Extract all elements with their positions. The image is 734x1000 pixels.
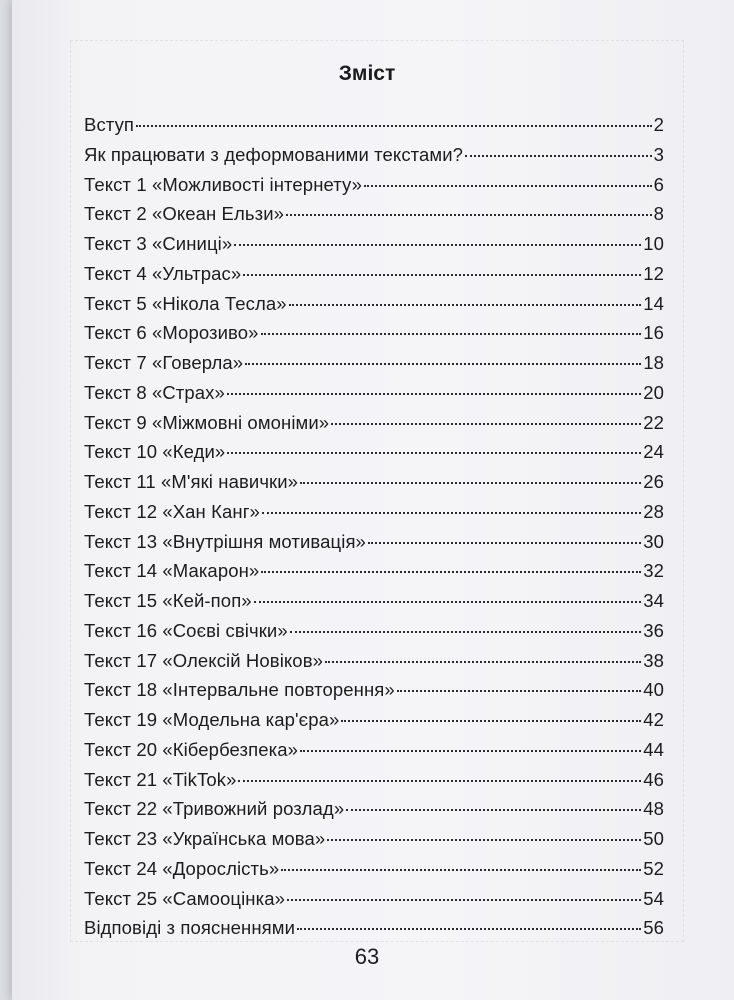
toc-entry-page: 52 [643, 857, 664, 879]
toc-entry-page: 38 [643, 649, 664, 671]
dot-leader [297, 928, 641, 930]
dot-leader [289, 304, 642, 306]
dot-leader [262, 512, 641, 514]
dot-leader [327, 839, 641, 841]
dot-leader [261, 571, 641, 573]
toc-entry-label: Текст 12 «Хан Канг» [84, 500, 260, 522]
toc-entry [84, 769, 664, 795]
toc-entry [84, 203, 664, 229]
toc-entry-label: Текст 8 «Страх» [84, 381, 225, 403]
toc-entry-label: Текст 17 «Олексій Новіков» [84, 649, 324, 671]
toc-entry-label: Відповіді з поясненнями [84, 917, 296, 939]
toc-entry-page: 12 [643, 262, 664, 284]
dot-leader [227, 452, 641, 454]
toc-entry-page: 8 [653, 203, 664, 225]
toc-entry-label: Текст 23 «Українська мова» [84, 828, 326, 849]
toc-entry [84, 263, 664, 289]
toc-entry-label: Текст 4 «Ультрас» [84, 262, 242, 284]
toc-entry [84, 441, 664, 467]
toc-entry-label: Вступ [84, 114, 135, 135]
toc-entry [84, 709, 664, 735]
toc-entry-label: Текст 16 «Соєві свічки» [84, 619, 288, 641]
dot-leader [261, 333, 642, 335]
toc-entry [84, 650, 664, 676]
dot-leader [243, 274, 641, 276]
toc-entry [84, 174, 664, 200]
toc-entry-page: 56 [643, 917, 664, 939]
dot-leader [245, 363, 641, 365]
toc-entry-page: 46 [643, 768, 664, 790]
dot-leader [331, 423, 641, 425]
toc-entry-label: Текст 13 «Внутрішня мотивація» [84, 530, 366, 552]
toc-entry-page: 44 [643, 738, 664, 760]
dot-leader [136, 125, 652, 127]
dot-leader [368, 542, 641, 544]
toc-entry-label: Текст 19 «Модельна кар'єра» [84, 709, 340, 730]
toc-entry [84, 679, 664, 705]
toc-entry-label: Текст 22 «Тривожний розлад» [84, 798, 345, 820]
toc-entry-label: Текст 11 «М'які навички» [84, 471, 299, 492]
toc-entry [84, 233, 664, 259]
dot-leader [300, 750, 641, 752]
toc-entry [84, 471, 664, 497]
toc-entry-page: 2 [653, 114, 664, 135]
toc-entry-page: 14 [643, 292, 664, 314]
toc-entry [84, 412, 664, 438]
toc-entry [84, 739, 664, 765]
toc-entry-page: 30 [643, 530, 664, 552]
toc-entry-page: 28 [643, 500, 664, 522]
toc-entry-label: Текст 2 «Океан Ельзи» [84, 203, 285, 225]
toc-entry [84, 293, 664, 319]
toc-entry-page: 10 [643, 233, 664, 254]
dot-leader [281, 869, 641, 871]
toc-entry-label: Текст 1 «Можливості інтернету» [84, 173, 363, 195]
toc-entry-label: Текст 24 «Дорослість» [84, 857, 280, 879]
page-number: 63 [354, 944, 380, 969]
toc-entry-page: 18 [643, 352, 664, 373]
toc-entry-page: 40 [643, 679, 664, 701]
toc-entry [84, 114, 664, 140]
toc-entry-label: Як працювати з деформованими текстами? [84, 143, 464, 165]
toc-entry [84, 858, 664, 884]
toc-entry [84, 888, 664, 914]
dot-leader [234, 244, 641, 246]
toc-entry [84, 501, 664, 527]
toc-entry-page: 42 [643, 709, 664, 730]
toc-entry-page: 32 [643, 560, 664, 582]
dot-leader [227, 393, 641, 395]
dot-leader [290, 631, 641, 633]
toc-entry-label: Текст 6 «Морозиво» [84, 322, 259, 344]
toc-entry-page: 54 [643, 887, 664, 909]
toc-entry-label: Текст 7 «Говерла» [84, 352, 244, 373]
toc-entry-page: 20 [643, 381, 664, 403]
toc-entry-label: Текст 15 «Кей-поп» [84, 590, 252, 611]
dot-leader [254, 601, 642, 603]
dot-leader [325, 661, 641, 663]
dot-leader [465, 155, 652, 157]
toc-entry-page: 3 [653, 143, 664, 165]
toc-entry [84, 917, 664, 943]
toc-entry [84, 352, 664, 378]
toc-entry-page: 48 [643, 798, 664, 820]
toc-entry [84, 531, 664, 557]
toc-entry [84, 144, 664, 170]
dot-leader [238, 780, 641, 782]
toc-title: Зміст [338, 62, 396, 85]
toc-entry-page: 22 [643, 411, 664, 433]
toc-entry-label: Текст 14 «Макарон» [84, 560, 260, 582]
toc-entry [84, 620, 664, 646]
dot-leader [286, 214, 652, 216]
toc-entry-page: 50 [643, 828, 664, 849]
toc-entry-page: 16 [643, 322, 664, 344]
toc-entry [84, 560, 664, 586]
toc-entry-page: 26 [643, 471, 664, 492]
toc-entry [84, 798, 664, 824]
toc-entry-page: 36 [643, 619, 664, 641]
toc-entry-label: Текст 3 «Синиці» [84, 233, 233, 254]
toc-entry-label: Текст 25 «Самооцінка» [84, 887, 285, 909]
toc-entry-label: Текст 21 «TikTok» [84, 768, 237, 790]
dot-leader [287, 899, 641, 901]
dot-leader [346, 809, 641, 811]
dot-leader [364, 185, 652, 187]
toc-entry-label: Текст 18 «Інтервальне повторення» [84, 679, 395, 701]
toc-entry [84, 828, 664, 854]
toc-entry-label: Текст 9 «Міжмовні омоніми» [84, 411, 330, 433]
toc-entry [84, 322, 664, 348]
toc-entry-page: 34 [643, 590, 664, 611]
toc-entry-page: 6 [653, 173, 664, 195]
dot-leader [300, 482, 641, 484]
toc-entry [84, 382, 664, 408]
toc-entry-label: Текст 20 «Кібербезпека» [84, 738, 299, 760]
toc-entry [84, 590, 664, 616]
dot-leader [397, 690, 641, 692]
toc-entry-label: Текст 10 «Кеди» [84, 441, 226, 463]
toc-entry-label: Текст 5 «Нікола Тесла» [84, 292, 287, 314]
toc-entry-page: 24 [643, 441, 664, 463]
dot-leader [341, 720, 641, 722]
